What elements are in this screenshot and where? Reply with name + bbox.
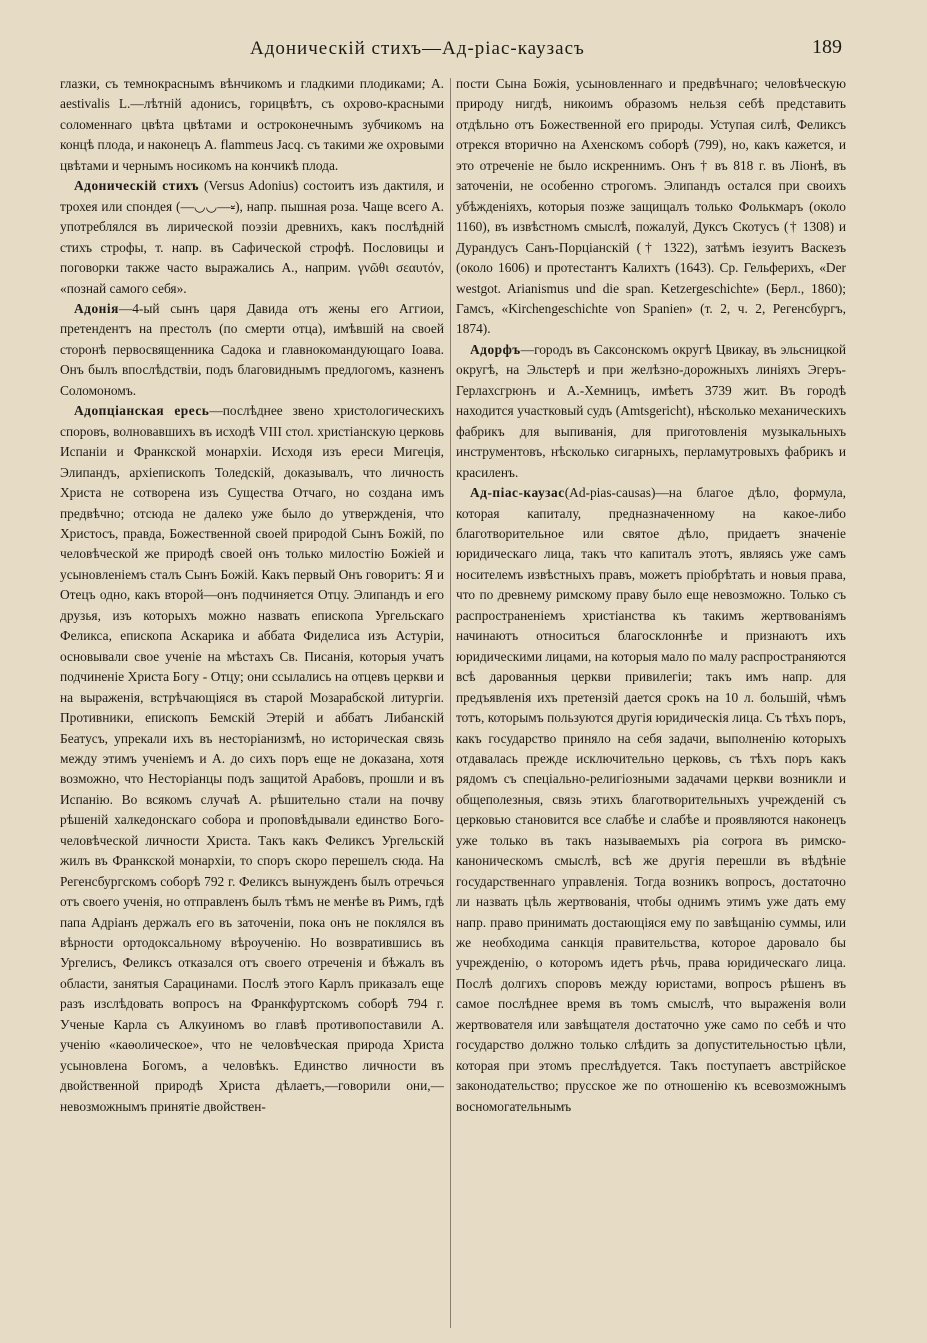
entry-text: пости Сына Божія, усыновленнаго и предвѣчнаго; человѣческую природу нигдѣ, никоимъ образомъ нельзя себѣ представить отдѣльно отъ Божественной его природы. Уступая силѣ, Феликсъ отрекся вторично на Ахенскомъ соборѣ (799), но, какъ кажется, и это отреченіе не было искреннимъ. Онъ † въ 818 г. въ Ліонѣ, въ заточеніи, не особенно строгомъ. Элипандъ остался при своихъ убѣжденіяхъ, которыя позже защищалъ только Фолькмаръ (около 1160), въ извѣстномъ смыслѣ, пожалуй, Дуксъ Скотусъ († 1308) и Дурандусъ Санъ-Порціанскій († 1322), затѣмъ іезуитъ Васкезъ (около 1606) и протестантъ Калихтъ (1643). Ср. Гельферихъ, «Der westgot. Arianismus und die span. Ketzergeschichte» (Берл., 1860); Гамсъ, «Kirchengeschichte von Spanien» (т. 2, ч. 2, Регенсбургъ, 1874). bbox=[456, 76, 846, 337]
entry-continuation bbox=[456, 74, 846, 340]
running-head bbox=[0, 38, 927, 62]
left-column bbox=[60, 74, 444, 1334]
entry-headword: Ад-піас-каузас bbox=[470, 485, 565, 501]
entry-text: —послѣднее звено христологическихъ споровъ, волновавшихъ въ исходѣ VIII стол. христіанскую церковь Испаніи и Франкской монархіи. Исходя изъ ереси Мигеція, Элипандъ, архіепископъ Толедскій, доказывалъ, что личность Христа не сотворена изъ Существа Отчаго, но создана имъ предвѣчно; отсюда не далеко уже было до утвержденія, что Христосъ, правда, Божественной своей природой Сынъ Божій, по человѣческой же природѣ своей онъ только милостію Божіей и усыновленіемъ сталъ Сынъ Божій. Какъ первый Онъ говоритъ: Я и Отецъ одно, какъ второй—онъ подчиняется Отцу. Элипандъ и его друзья, изъ которыхъ можно назвать епископа Ургельскаго Феликса, епископа Аскарика и аббата Фиделиса изъ Астуріи, основывали свое ученіе на мѣстахъ Св. Писанія, которыя учатъ подчиненіе Христа Богу - Отцу; они ссылались на отцевъ церкви и на выраженія, встрѣчающіяся въ старой Мозарабской литургіи. Противники, епископъ Бемскій Этерій и аббатъ Либанскій Беатусъ, упрекали ихъ въ несторіанизмѣ, но историческая связь между этимъ ученіемъ и А. до сихъ поръ еще не доказана, хотя возможно, что Несторіанцы подъ защитой Арабовъ, прошли и въ Испанію. Во всякомъ случаѣ А. рѣшительно стали на почву рѣшеній халкедонскаго собора и проповѣдывали единство Бого-человѣческой личности Христа. Такъ какъ Феликсъ Ургельскій жилъ въ Франкской монархіи, то споръ скоро перешелъ сюда. На Регенсбургскомъ соборѣ 792 г. Феликсъ вынужденъ былъ отречься отъ своего ученія, но отправленъ былъ тѣмъ не менѣе въ Римъ, гдѣ папа Адріанъ держалъ его въ заточеніи, пока онъ не поклялся въ вѣрности ортодоксальному вѣроученію. Но возвратившись въ Ургелисъ, Феликсъ отказался отъ своего отреченія и бѣжалъ въ области, занятыя Сарацинами. Послѣ этого Карлъ приказалъ еще разъ изслѣдовать вопросъ на Франкфуртскомъ соборѣ 794 г. Ученые Карла съ Алкуиномъ во главѣ противопоставили А. ученію «каѳолическое», что не человѣческая природа Христа усыновлена Богомъ, а человѣкъ. Единство личности въ двойственной природѣ Христа дѣлаетъ,—говорили они,—невозможнымъ принятіе двойствен- bbox=[60, 403, 444, 1114]
entry-continuation bbox=[60, 74, 444, 176]
page-number: 189 bbox=[812, 36, 842, 58]
running-title: Адоническій стихъ—Ад-ріас-каузасъ bbox=[250, 38, 585, 59]
entry-adonia bbox=[60, 299, 444, 401]
entry-ad-pias-causas bbox=[456, 483, 846, 1117]
entry-text: (Versus Adonius) состоитъ изъ дактиля, и трохея или спондея (—◡◡—⏓), напр. пышная роза. Чаще всего А. употреблялся въ лирической поэзіи древнихъ, какъ послѣдній стихъ строфы, т. напр. въ Сафической строфѣ. Пословицы и поговорки также часто выражались А., наприм. γνῶθι σεαυτόν, «познай самого себя». bbox=[60, 178, 444, 296]
entry-headword: Адорфъ bbox=[470, 341, 521, 357]
entry-text: —городъ въ Саксонскомъ округѣ Цвикау, въ эльсницкой округѣ, на Эльстерѣ и при желѣзно-дорожныхъ линіяхъ Эгеръ-Герлахсгрюнъ и А.-Хемницъ, имѣетъ 3739 жит. Въ городѣ находится участковый судъ (Amtsgericht), нѣсколько механическихъ фабрикъ для выпиванія, для приготовленія музыкальныхъ инструментовъ, нѣсколько сигарныхъ, перламутровыхъ фабрикъ и красиленъ. bbox=[456, 341, 846, 480]
entry-text: (Ad-pias-causas)—на благое дѣло, формула, которая капиталу, предназначенному на какое-либо благотворительное или святое дѣло, придаетъ значеніе юридическаго лица, такъ что капиталъ этотъ, являясь уже самъ носителемъ извѣстныхъ правъ, можетъ пріобрѣтать и новыя права, что по древнему римскому праву было еще невозможно. Только съ распространеніемъ христіанства къ такимъ жертвованіямъ начинаютъ относиться благосклоннѣе и признаютъ ихъ юридическими лицами, на которыя мало по малу распространяются всѣ дарованныя церкви привилегіи; такъ имъ напр. для предъявленія ихъ претензій дается срокъ на 10 л. большій, чѣмъ тотъ, которымъ пользуются другія юридическія лица. Съ тѣхъ поръ, какъ государство приняло на себя задачи, выполненію которыхъ отдавалась прежде исключительно церковь, съ тѣхъ поръ какъ рядомъ съ спеціально-религіозными задачами церкви возникли и общеполезныя, связь этихъ благотворительныхъ учрежденій съ церковью становится все слабѣе и слабѣе и проявляются наконецъ уже только въ такъ называемыхъ pia corpora въ римско-каноническомъ смыслѣ, всѣ же другія перешли въ вѣдѣніе государственнаго управленія. Тогда возникъ вопросъ, достаточно ли назвать цѣль жертвованія, чтобы однимъ этимъ уже дать ему напр. право принимать достающіяся ему по завѣщанію суммы, или же необходима санкція правительства, которое даровало бы учрежденію, о которомъ идетъ рѣчь, права юридическаго лица. Послѣ долгихъ споровъ между юристами, вопросъ рѣшенъ въ самое послѣднее время въ томъ смыслѣ, что выраженія воли жертвователя или завѣщателя достаточно уже само по себѣ и что государство должно только слѣдить за допустительностью цѣли, которая при этомъ преслѣдуется. Такъ поступаетъ австрійское законодательство; прусское же по отношенію къ всевозможнымъ восномогательнымъ bbox=[456, 485, 846, 1114]
entry-text: глазки, съ темнокраснымъ вѣнчикомъ и гладкими плодиками; A. aestivalis L.—лѣтній адонисъ, горицвѣтъ, съ охрово-красными соломеннаго цвѣта цвѣтами и остроконечнымъ зубчикомъ на концѣ плода, и наконецъ A. flammeus Jacq. съ такими же охровыми цвѣтами и чернымъ носикомъ на кончикѣ плода. bbox=[60, 76, 444, 173]
entry-headword: Адопціанская ересь bbox=[74, 403, 210, 419]
column-divider bbox=[450, 78, 451, 1328]
entry-headword: Адонія bbox=[74, 300, 119, 316]
entry-headword: Адоническій стихъ bbox=[74, 178, 200, 194]
entry-adorf bbox=[456, 340, 846, 483]
right-column bbox=[456, 74, 846, 1334]
entry-adoptianism bbox=[60, 401, 444, 1117]
entry-text: —4-ый сынъ царя Давида отъ жены его Аггиои, претендентъ на престолъ (по смерти отца), имѣвшій на своей сторонѣ первосвященника Садока и главнокомандующаго Іоава. Онъ былъ впослѣдствіи, подъ благовиднымъ предлогомъ, казненъ Соломономъ. bbox=[60, 300, 444, 398]
entry-adonic-verse bbox=[60, 176, 444, 299]
